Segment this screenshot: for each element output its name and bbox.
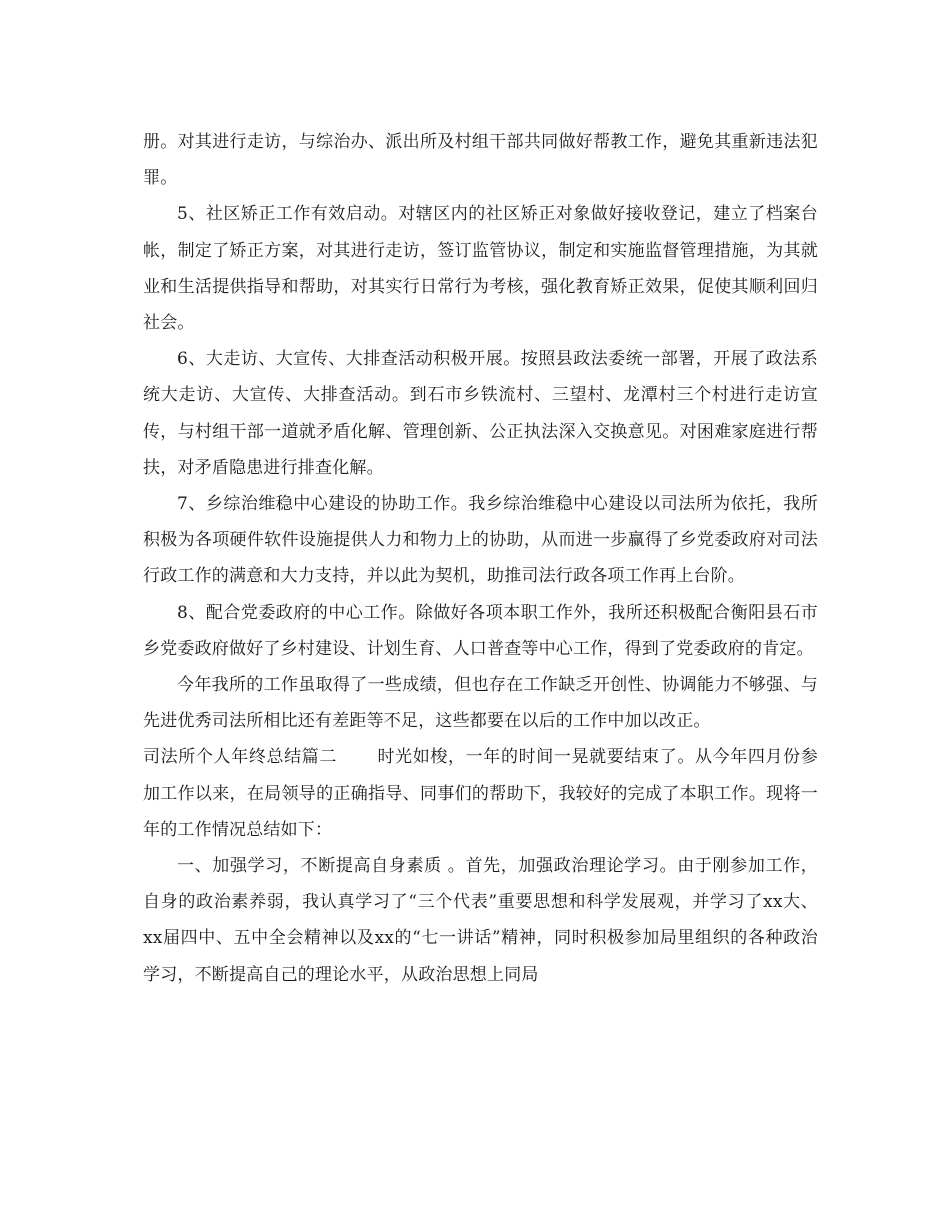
paragraph-4: 7、乡综治维稳中心建设的协助工作。我乡综治维稳中心建设以司法所为依托，我所积极为各项硬件软件设施提供人力和物力上的协助，从而进一步赢得了乡党委政府对司法行政工作的满意和大力支持，并以此为契机，助推司法行政各项工作再上台阶。 — [143, 494, 818, 587]
paragraph-1: 册。对其进行走访，与综治办、派出所及村组干部共同做好帮教工作，避免其重新违法犯罪。 — [143, 132, 818, 189]
section-paragraph — [143, 739, 818, 848]
document-body — [143, 124, 818, 993]
paragraph-6: 今年我所的工作虽取得了一些成绩，但也存在工作缺乏开创性、协调能力不够强、与先进优秀司法所相比还有差距等不足，这些都要在以后的工作中加以改正。 — [143, 675, 818, 732]
paragraph-5: 8、配合党委政府的中心工作。除做好各项本职工作外，我所还积极配合衡阳县石市乡党委政府做好了乡村建设、计划生育、人口普查等中心工作，得到了党委政府的肯定。 — [143, 602, 818, 659]
paragraph-3: 6、大走访、大宣传、大排查活动积极开展。按照县政法委统一部署，开展了政法系统大走访、大宣传、大排查活动。到石市乡铁流村、三望村、龙潭村三个村进行走访宣传，与村组干部一道就矛盾化解、管理创新、公正执法深入交换意见。对困难家庭进行帮扶，对矛盾隐患进行排查化解。 — [143, 349, 818, 478]
paragraph-7: 一、加强学习，不断提高自身素质 。首先，加强政治理论学习。由于刚参加工作，自身的政治素养弱，我认真学习了“三个代表”重要思想和科学发展观，并学习了xx大、xx届四中、五中全会精神以及xx的“七一讲话”精神，同时积极参加局里组织的各种政治学习，不断提高自己的理论水平，从政治思想上同局 — [143, 856, 818, 985]
section-heading: 司法所个人年终总结篇二 — [143, 747, 338, 768]
paragraph-2: 5、社区矫正工作有效启动。对辖区内的社区矫正对象做好接收登记，建立了档案台帐，制定了矫正方案，对其进行走访，签订监管协议，制定和实施监督管理措施，为其就业和生活提供指导和帮助，对其实行日常行为考核，强化教育矫正效果，促使其顺利回归社会。 — [143, 204, 818, 334]
section-intro: 时光如梭，一年的时间一晃就要结束了。从今年四月份参加工作以来，在局领导的正确指导、同事们的帮助下，我较好的完成了本职工作。现将一年的工作情况总结如下： — [143, 747, 819, 840]
